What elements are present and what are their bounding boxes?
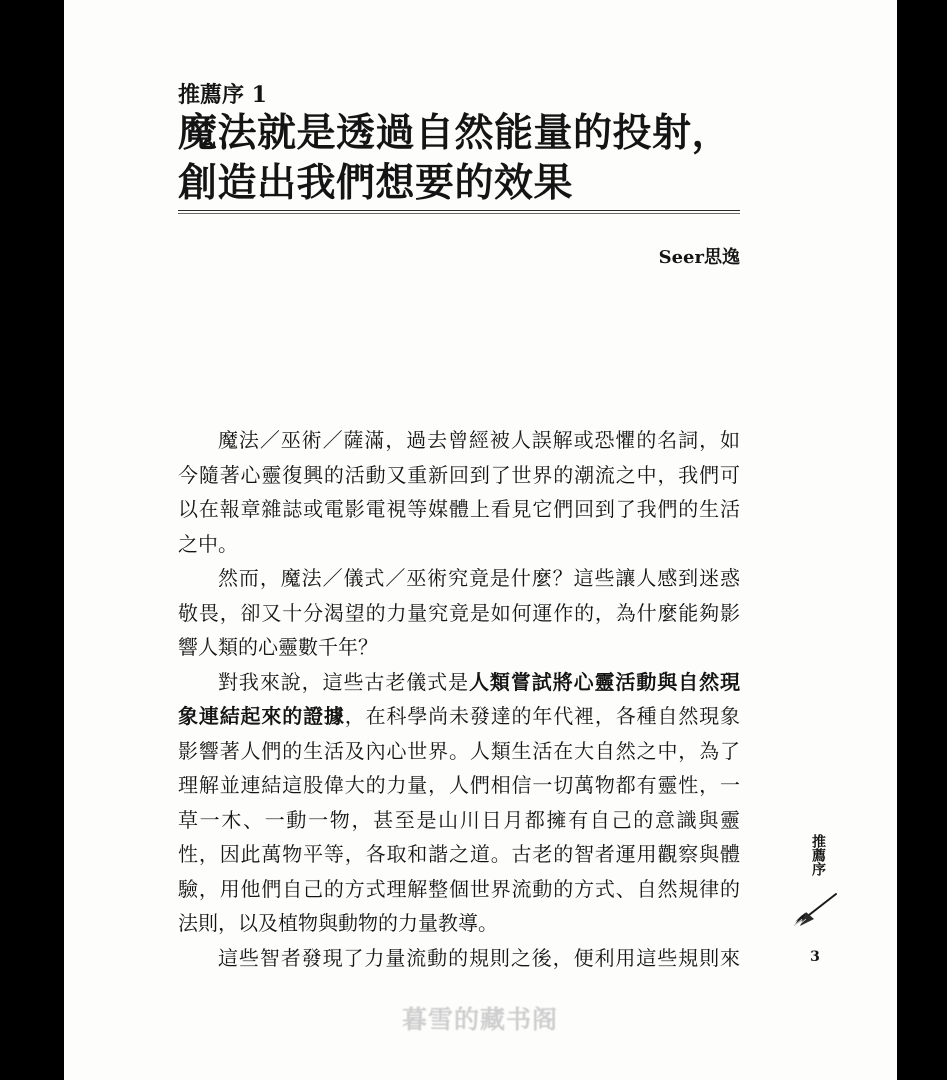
title-divider xyxy=(178,210,740,214)
title-line: 創造出我們想要的效果 xyxy=(178,160,574,206)
text-segment: 對我來說，這些古老儀式是 xyxy=(218,669,469,694)
broom-icon xyxy=(792,892,838,928)
text-line xyxy=(178,699,740,734)
text-line: 影響著人們的生活及內心世界。人類生活在大自然之中，為了 xyxy=(178,738,740,763)
text-line: 這些智者發現了力量流動的規則之後，便利用這些規則來 xyxy=(218,945,740,970)
text-line: 響人類的心靈數千年？ xyxy=(178,635,378,659)
paragraph xyxy=(178,941,740,976)
text-line: 理解並連結這股偉大的力量，人們相信一切萬物都有靈性，一 xyxy=(178,773,740,797)
text-line: 以在報章雜誌或電影電視等媒體上看見它們回到了我們的生活 xyxy=(178,497,740,521)
author-name: Seer思逸 xyxy=(658,247,740,268)
text-line xyxy=(178,665,740,700)
side-tab-label: 推薦序 xyxy=(810,834,826,876)
text-line: 之中。 xyxy=(178,531,238,556)
paragraph xyxy=(178,423,740,561)
text-line: 今隨著心靈復興的活動又重新回到了世界的潮流之中，我們可 xyxy=(178,462,740,487)
title-line: 魔法就是透過自然能量的投射， xyxy=(178,110,732,156)
text-line: 草一木、一動一物，甚至是山川日月都擁有自己的意識與靈 xyxy=(178,807,740,832)
watermark: 暮雪的藏书阁 xyxy=(401,1005,558,1034)
chapter-label: 推薦序 1 xyxy=(178,82,267,108)
paragraph xyxy=(178,561,740,665)
text-line: 魔法／巫術／薩滿，過去曾經被人誤解或恐懼的名詞，如 xyxy=(218,428,740,452)
page-number: 3 xyxy=(810,949,820,965)
paragraph xyxy=(178,665,740,941)
page-title xyxy=(178,108,778,208)
emphasized-text: 人類嘗試將心靈活動與自然現 xyxy=(469,669,740,694)
body-text xyxy=(178,423,740,975)
text-line: 敬畏，卻又十分渴望的力量究竟是如何運作的，為什麼能夠影 xyxy=(178,600,740,625)
text-line: 法則，以及植物與動物的力量教導。 xyxy=(178,911,498,935)
text-segment: ，在科學尚未發達的年代裡，各種自然現象 xyxy=(344,704,741,728)
text-line: 驗，用他們自己的方式理解整個世界流動的方式、自然規律的 xyxy=(178,876,740,901)
emphasized-text: 象連結起來的證據 xyxy=(178,704,345,728)
book-page xyxy=(64,0,897,1080)
text-line: 性，因此萬物平等，各取和諧之道。古老的智者運用觀察與體 xyxy=(178,842,740,866)
text-line: 然而，魔法／儀式／巫術究竟是什麼？這些讓人感到迷惑 xyxy=(218,566,740,590)
